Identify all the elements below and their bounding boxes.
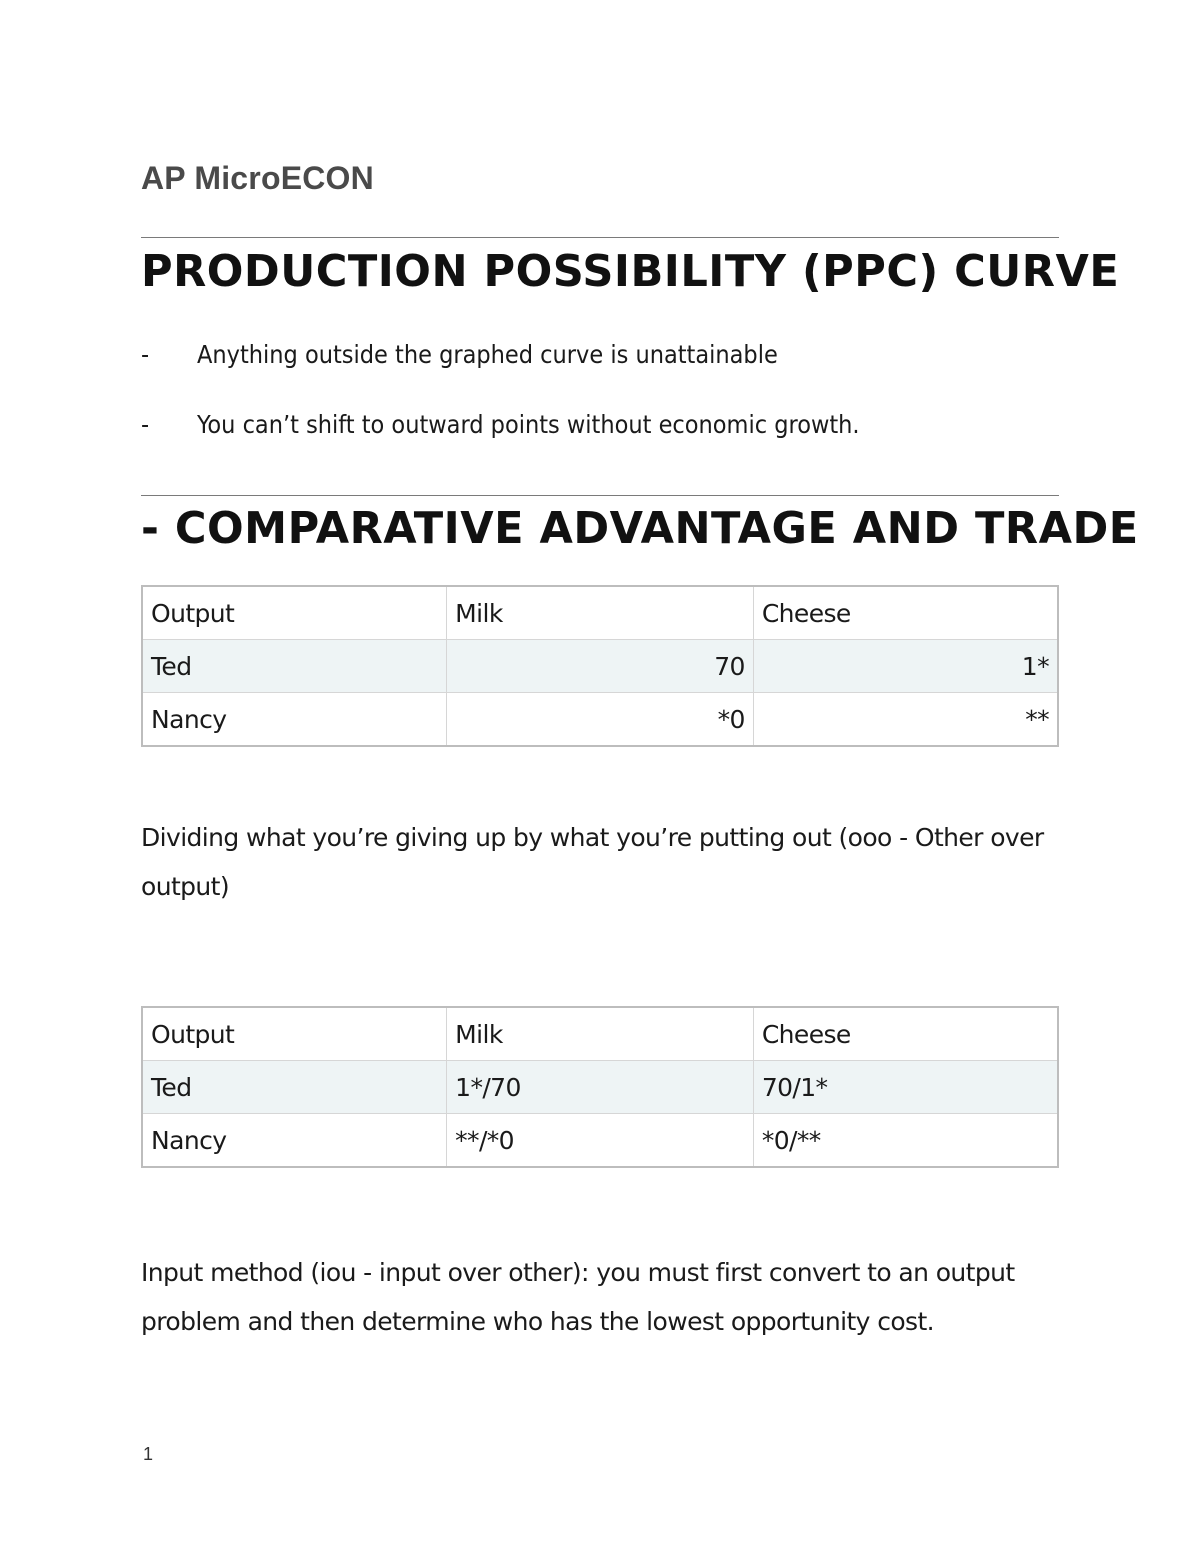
table-row xyxy=(142,640,1058,693)
section-divider xyxy=(141,495,1059,496)
table-row xyxy=(142,1061,1058,1114)
table-cell: *0 xyxy=(447,693,754,747)
bullet-text: You can’t shift to outward points without economic growth. xyxy=(197,410,860,439)
table-cell: **/*0 xyxy=(447,1114,754,1168)
table-header-cell: Cheese xyxy=(753,586,1058,640)
table-row xyxy=(142,1114,1058,1168)
table-header-row xyxy=(142,1007,1058,1061)
bullet-text: Anything outside the graphed curve is unattainable xyxy=(197,340,778,369)
table-cell: 1*/70 xyxy=(447,1061,754,1114)
trade-section-title: - COMPARATIVE ADVANTAGE AND TRADE xyxy=(141,503,1139,554)
table-cell: 70 xyxy=(447,640,754,693)
input-method-paragraph: Input method (iou - input over other): you must first convert to an output problem and then determine who has the lowest opportunity cost. xyxy=(141,1258,1015,1336)
bullet-item xyxy=(141,410,860,439)
table-cell: Nancy xyxy=(142,1114,447,1168)
table-header-cell: Cheese xyxy=(753,1007,1058,1061)
page-number: 1 xyxy=(143,1444,154,1464)
bullet-item xyxy=(141,340,778,369)
table-cell: ** xyxy=(753,693,1058,747)
output-method-paragraph: Dividing what you’re giving up by what you’re putting out (ooo - Other over output) xyxy=(141,823,1044,901)
table-cell: 70/1* xyxy=(753,1061,1058,1114)
table-cell: Ted xyxy=(142,1061,447,1114)
section-divider xyxy=(141,237,1059,238)
output-table xyxy=(141,585,1059,747)
course-header: AP MicroECON xyxy=(141,160,374,196)
table-cell: 1* xyxy=(753,640,1058,693)
table-header-cell: Milk xyxy=(447,586,754,640)
bullet-marker: - xyxy=(141,340,150,369)
table-cell: *0/** xyxy=(753,1114,1058,1168)
bullet-marker: - xyxy=(141,410,150,439)
table-cell: Nancy xyxy=(142,693,447,747)
opportunity-cost-table xyxy=(141,1006,1059,1168)
table-cell: Ted xyxy=(142,640,447,693)
table-header-cell: Output xyxy=(142,1007,447,1061)
table-header-row xyxy=(142,586,1058,640)
table-header-cell: Output xyxy=(142,586,447,640)
ppc-section-title: PRODUCTION POSSIBILITY (PPC) CURVE xyxy=(141,246,1120,297)
table-row xyxy=(142,693,1058,747)
table-header-cell: Milk xyxy=(447,1007,754,1061)
